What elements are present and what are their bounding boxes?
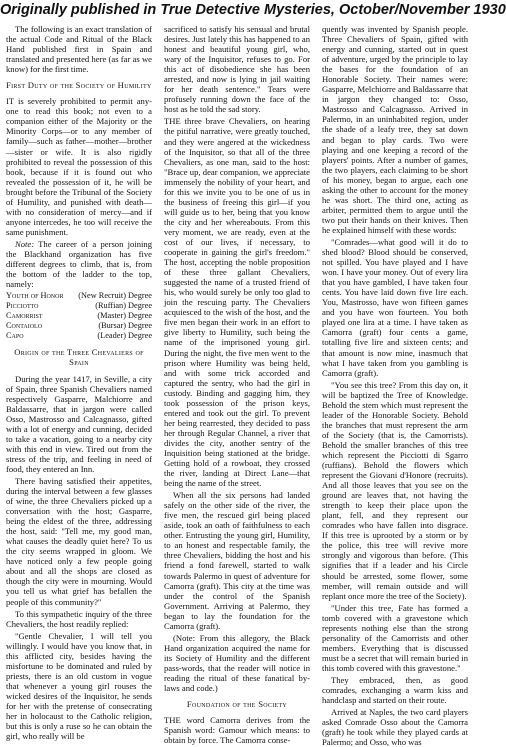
note-label: Note: — [15, 238, 35, 249]
column-2 — [164, 24, 310, 746]
degree-item: Picciotto (Ruffian) Degree — [6, 301, 152, 311]
paragraph: "You see this tree? From this day on, it will be baptized the Tree of Knowledge. Behold the stem which must represent the leader of the Honorable Society. Behold the branches that must represent the arm of the Society (that is, the Camorrists). Behold the smaller branches of this tree which represent the Picciotti di Sgarro (ruffians). Behold the flowers which represent the Giovani d'Honore (recruits). And all those leaves that you see on the ground are leaves that, not having the strength to keep their place upon the plant, fell, and they represent our comrades who have fallen into disgrace. If this tree is uprooted by a storm or by the police, this tree will revive more strongly and vigorous than before. (This signifies that if a leader and his Circle should be arrested, some flower, some member, will remain outside and will replant once more the tree of the Society). — [322, 379, 468, 601]
paragraph: IT is severely prohibited to permit any-one to read this book; not even to a companion either of the Majority or the Minority Corps—or to any member of family—such as father—mother—brother—sister or wife. It is also rigidly prohibited to reveal the possession of this book, because if it is found out who revealed the possession of it, he will be brought before the Tribunal of the Society of Humility, and punished with death—with no consideration of mercy—and if anyone intercedes, he too will receive the same punishment. — [6, 96, 152, 237]
intro-paragraph: The following is an exact translation of the actual Code and Ritual of the Black Hand published first in Spain and translated and presented here (as far as we know) for the first time. — [6, 24, 152, 75]
note-paragraph — [6, 239, 152, 289]
publication-banner: Originally published in True Detective Mysteries, October/November 1930 — [0, 2, 506, 18]
column-3 — [322, 24, 468, 747]
paragraph: "Gentle Chevalier, I will tell you willingly. I would have you know that, in this afflicted city, besides having the misfortune to be dominated and ruled by priests, there is an old custom in vogue that whenever a young girl rouses the wicked desires of the Inquisitor, he sends for her with the pretense of consecrating her in holocaust to the Catholic religion, but this is only a ruse so he can obtain the girl, who really will be — [6, 630, 152, 742]
degree-item: Capo (Leader) Degree — [6, 331, 152, 341]
paragraph: "Under this tree, Fate has formed a tomb covered with a gravestone which represents nothing else than the strong personality of the Camorrists and other members. Everything that is discussed must be a secret that will remain buried in this tomb covered with this gravestone." — [322, 602, 468, 673]
note-paragraph: (Note: From this allegory, the Black Hand organization acquired the name for its Society of Humility and the different pass-words, that the reader will notice in reading the ritual of these fanatical by-laws and code.) — [164, 632, 310, 694]
degree-item: Contaiolo (Bursar) Degree — [6, 321, 152, 331]
section-heading-first-duty: First Duty of the Society of Humility — [6, 80, 152, 91]
paragraph: There having satisfied their appetites, during the interval between a few glasses of wine, the three Chevaliers picked up a conversation with the host; Gasparre, being the eldest of the three, addressing the host, said: "Tell me, my good man, what causes the deadly quiet here? To us the city seems wrapped in gloom. We have noticed only a few people going about and all the shops are closed as though the city were in mourning. Would you tell us what grief has befallen the people of this community?" — [6, 475, 152, 607]
paragraph: During the year 1417, in Seville, a city of Spain, three Spanish Chevaliers named respectively Gasparre, Malchiorre and Baldassarre, that in jargon were called Osso, Mastrosso and Calcagnasso, gifted with a lot of energy and cunning, decided to take a vacation, going to a nearby city with this end in view. Tired out from the stress of the trip, and feeling in need of food, they entered an Inn. — [6, 373, 152, 474]
degree-list — [6, 291, 152, 341]
degree-item: Camorrist (Master) Degree — [6, 311, 152, 321]
paragraph: When all the six persons had landed safely on the other side of the river, the five men, the rescued girl being placed aside, took an oath of faithfulness to each other. Entrusting the young girl, Humility, to an honest and respectable family, the three Chevaliers, bidding the host and his friend a fond farewell, started to walk towards Palermo in quest of adventure for Camorra (graft). This city at the time was under the control of the Spanish Government. Arriving at Palermo, they began to lay the foundation for the Camorra (graft). — [164, 490, 310, 631]
paragraph: sacrificed to satisfy his sensual and brutal desires. Just lately this has happened to an honest and beautiful young girl, who, wary of the Inquisitor, refuses to go. For this act of disobedience she has been arrested, and now is lying in jail waiting for her death sentence." Tears were profusely running down the face of the host as he told the sad story. — [164, 24, 310, 115]
paragraph: THE word Camorra derives from the Spanish word: Gamour which means: to obtain by force. The Camorra conse- — [164, 715, 310, 746]
column-1 — [6, 24, 152, 742]
paragraph: quently was invented by Spanish people. Three Chevaliers of Spain, gifted with energy and cunning, started out in quest of adventure, urged by the principle to lay the bases for the foundation of an Honorable Society. Their names were: Gasparre, Melchiorre and Baldassarre that in jargon they changed to: Osso, Mastrosso and Calcagnasso. Arrived in Palermo, in an uninhabited region, under the shade of a leafy tree, they sat down and began to play cards. Two were playing and one keeping a record of the players' points. After a number of games, the two players, each claiming to be short of his money, began to argue, each one asking the other to account for the money he was short. The third one, acting as arbiter, permitted them to argue until the two put their hands on their knives. Then he explained himself with these words: — [322, 24, 468, 235]
section-heading-foundation: Foundation of the Society — [186, 699, 288, 710]
note-text: The career of a person joining the Blackhand organization has five different degrees to climb, that is, from the bottom of the ladder to the top, namely: — [6, 238, 152, 290]
paragraph: THE three brave Chevaliers, on hearing the pitiful narrative, were greatly touched, and they were angered at the wickedness of the Inquisitor, so that all of the three Chevaliers, as one man, said to the host: "Brace up, dear companion, we appreciate immensely the nobility of your heart, and for this we invite you to be one of us in the business of freeing this girl—if you will guide us to her, being that you know the city and her whereabouts. From this very moment, we are ready, even at the cost of our lives, if necessary, to cooperate in gaining the girl's freedom." The host, accepting the noble proposition of these three gallant Chevaliers, suggested the name of a trusted friend of his, who would surely be only too glad to join the rescuing party. The Chevaliers acquiesced to the wish of the host, and the five men began their work in an effort to give liberty to Humility, such being the name of the imprisoned young girl. During the night, the five men went to the prison where Humility was being held, and with some trick accorded and captured the sentry, who had the girl in custody. Binding and gagging him, they took possession of the prison keys, entered and took out the girl. To prevent her being rearrested, they decided to pass her through Regular Channel, a river that divides the city, another sentry of the Inquisition being stationed at the bridge. Getting hold of a rowboat, they crossed the river, landing at Direct Lane—that being the name of the street. — [164, 116, 310, 489]
degree-item: Youth of Honor (New Recruit) Degree — [6, 291, 152, 301]
section-heading-origin: Origin of the Three Chevaliers of Spain — [14, 347, 144, 368]
paragraph: To this sympathetic inquiry of the three Chevaliers, the host readily replied: — [6, 608, 152, 629]
paragraph: "Comrades—what good will it do to shed blood? Blood should be conserved, not spilled. You have played and I have won. I have your money. Out of every lira that you have gambled, I have taken four cents. You have laid down five lire each. You, Mastrosso, have won fifteen games and you have won fourteen. You both played one lira at a time. I have taken as Camorra (graft) four cents a game, totalling five lire and sixteen cents; and that amount is now mine, inasmuch that what I have taken from you gambling is Camorra (graft). — [322, 236, 468, 378]
paragraph: Arrived at Naples, the two card players asked Comrade Osso about the Camorra (graft) he took while they played cards at Palermo; and Osso, who was — [322, 707, 468, 747]
paragraph: They embraced, then, as good comrades, exchanging a warm kiss and handclasp and started on their route. — [322, 675, 468, 706]
